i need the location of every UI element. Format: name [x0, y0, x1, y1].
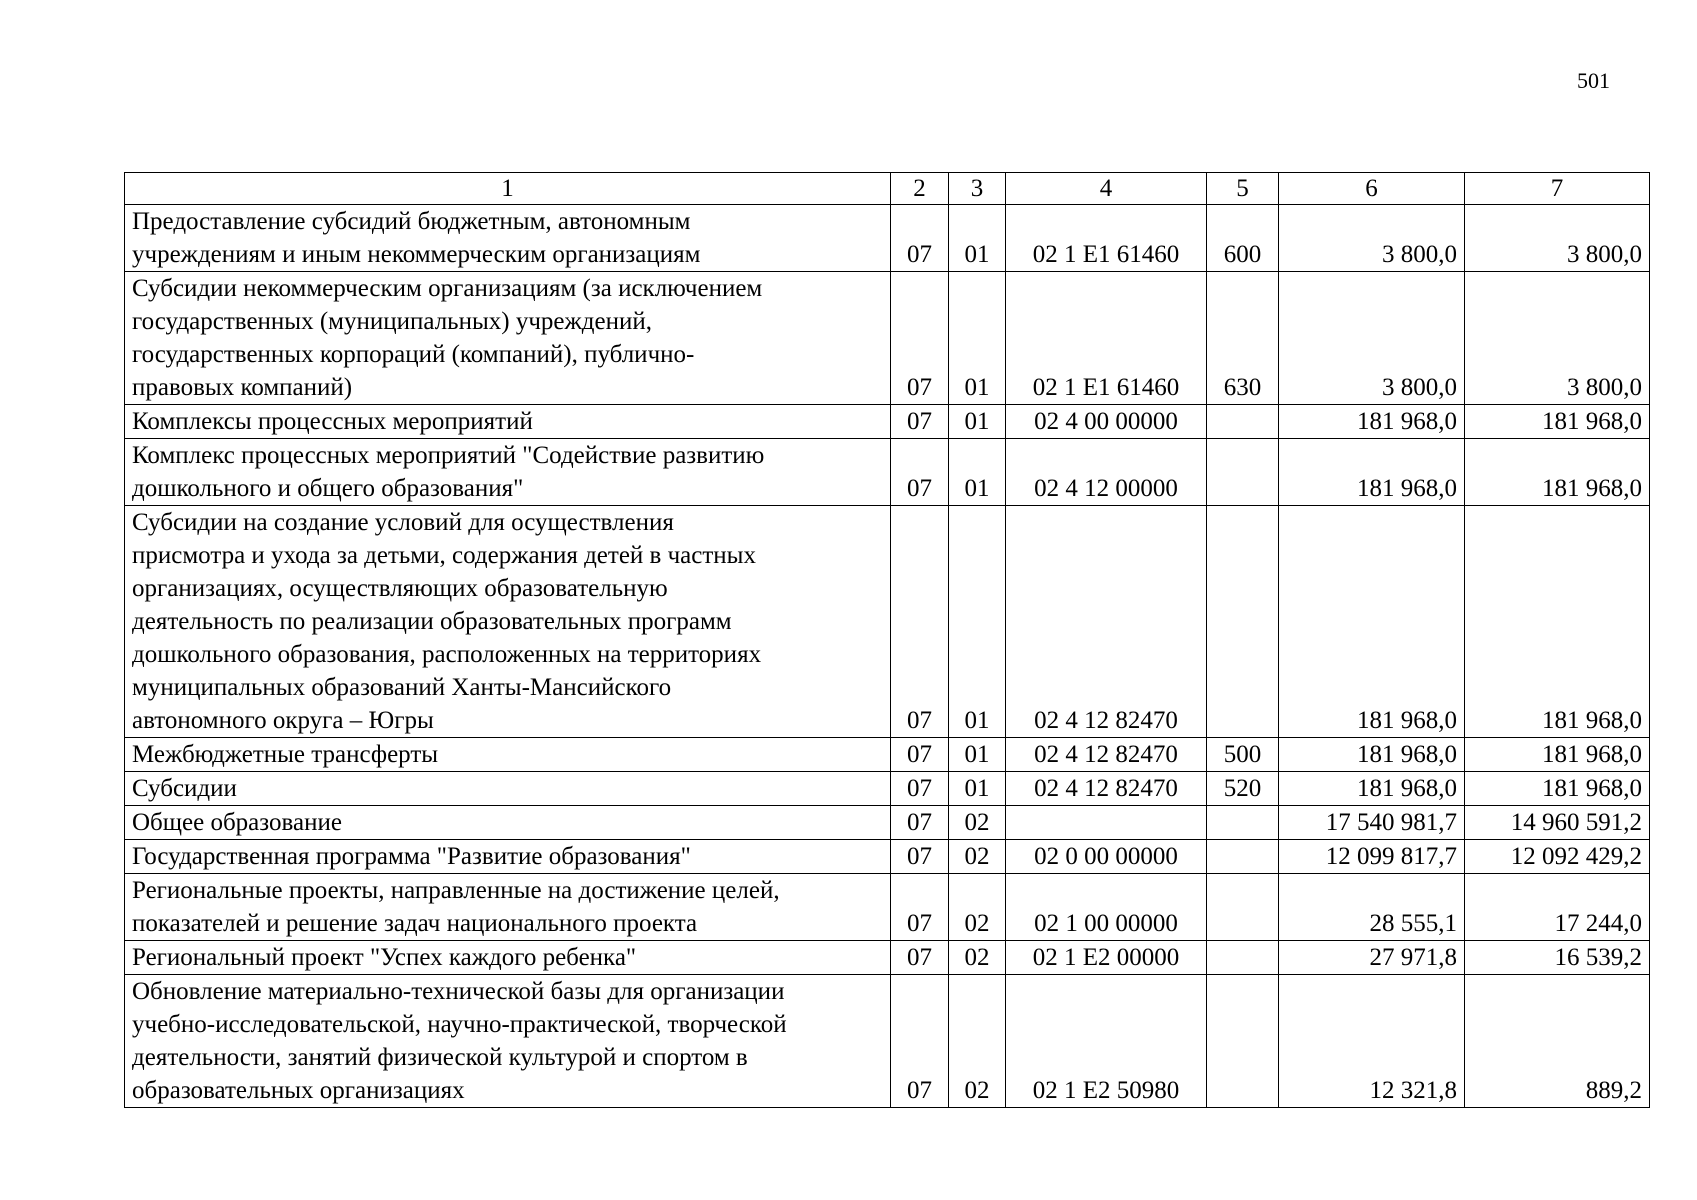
table-row: [125, 439, 1650, 506]
row-amount-1: 181 968,0: [1279, 738, 1465, 772]
row-subsection: 02: [949, 941, 1006, 975]
row-name: Субсидии: [125, 772, 891, 806]
row-section: 07: [891, 738, 949, 772]
row-name: Комплекс процессных мероприятий "Содействие развитию дошкольного и общего образования": [125, 439, 891, 506]
column-header: 1: [125, 173, 891, 205]
row-name: Субсидии некоммерческим организациям (за исключением государственных (муниципальных) учреждений, государственных корпораций (компаний), публично- правовых компаний): [125, 272, 891, 405]
row-amount-1: 181 968,0: [1279, 405, 1465, 439]
row-target-article: 02 1 E1 61460: [1006, 272, 1207, 405]
table-row: [125, 738, 1650, 772]
row-name: Комплексы процессных мероприятий: [125, 405, 891, 439]
column-header: 4: [1006, 173, 1207, 205]
table-row: [125, 205, 1650, 272]
row-amount-2: 12 092 429,2: [1465, 840, 1650, 874]
column-header: 7: [1465, 173, 1650, 205]
row-name: Предоставление субсидий бюджетным, автономным учреждениям и иным некоммерческим организациям: [125, 205, 891, 272]
row-expense-type: [1207, 506, 1279, 738]
row-section: 07: [891, 439, 949, 506]
row-target-article: 02 4 12 82470: [1006, 738, 1207, 772]
table-row: [125, 975, 1650, 1108]
row-amount-1: 181 968,0: [1279, 772, 1465, 806]
row-amount-1: 3 800,0: [1279, 205, 1465, 272]
row-amount-2: 181 968,0: [1465, 738, 1650, 772]
row-amount-1: 17 540 981,7: [1279, 806, 1465, 840]
row-expense-type: [1207, 975, 1279, 1108]
row-amount-1: 181 968,0: [1279, 506, 1465, 738]
row-amount-2: 181 968,0: [1465, 439, 1650, 506]
row-expense-type: [1207, 874, 1279, 941]
row-subsection: 02: [949, 840, 1006, 874]
row-subsection: 02: [949, 806, 1006, 840]
row-section: 07: [891, 272, 949, 405]
page-number: 501: [1577, 68, 1610, 93]
table-row: [125, 272, 1650, 405]
table-row: [125, 941, 1650, 975]
row-expense-type: 600: [1207, 205, 1279, 272]
row-subsection: 02: [949, 874, 1006, 941]
row-target-article: 02 4 12 82470: [1006, 506, 1207, 738]
row-amount-2: 3 800,0: [1465, 272, 1650, 405]
row-expense-type: 520: [1207, 772, 1279, 806]
row-amount-1: 12 321,8: [1279, 975, 1465, 1108]
row-name: Обновление материально-технической базы для организации учебно-исследовательской, научно-практической, творческой деятельности, занятий физической культурой и спортом в образовательных организациях: [125, 975, 891, 1108]
row-expense-type: 630: [1207, 272, 1279, 405]
row-amount-1: 181 968,0: [1279, 439, 1465, 506]
row-section: 07: [891, 506, 949, 738]
row-name: Региональный проект "Успех каждого ребенка": [125, 941, 891, 975]
row-target-article: 02 1 E2 00000: [1006, 941, 1207, 975]
row-target-article: 02 0 00 00000: [1006, 840, 1207, 874]
column-header: 3: [949, 173, 1006, 205]
table-row: [125, 806, 1650, 840]
column-header: 6: [1279, 173, 1465, 205]
row-subsection: 01: [949, 738, 1006, 772]
row-target-article: 02 4 00 00000: [1006, 405, 1207, 439]
row-section: 07: [891, 975, 949, 1108]
row-subsection: 01: [949, 772, 1006, 806]
row-section: 07: [891, 941, 949, 975]
row-amount-2: 181 968,0: [1465, 772, 1650, 806]
row-amount-2: 17 244,0: [1465, 874, 1650, 941]
row-subsection: 01: [949, 506, 1006, 738]
table-header-row: [125, 173, 1650, 205]
row-section: 07: [891, 205, 949, 272]
table-row: [125, 874, 1650, 941]
row-amount-2: 16 539,2: [1465, 941, 1650, 975]
row-amount-2: 181 968,0: [1465, 506, 1650, 738]
row-subsection: 02: [949, 975, 1006, 1108]
table-row: [125, 772, 1650, 806]
row-subsection: 01: [949, 405, 1006, 439]
row-expense-type: 500: [1207, 738, 1279, 772]
row-section: 07: [891, 874, 949, 941]
budget-table: [124, 172, 1650, 1108]
column-header: 2: [891, 173, 949, 205]
row-target-article: [1006, 806, 1207, 840]
row-name: Межбюджетные трансферты: [125, 738, 891, 772]
row-amount-1: 28 555,1: [1279, 874, 1465, 941]
row-subsection: 01: [949, 205, 1006, 272]
row-amount-2: 181 968,0: [1465, 405, 1650, 439]
row-target-article: 02 4 12 82470: [1006, 772, 1207, 806]
row-name: Региональные проекты, направленные на достижение целей, показателей и решение задач национального проекта: [125, 874, 891, 941]
row-amount-1: 27 971,8: [1279, 941, 1465, 975]
row-name: Государственная программа "Развитие образования": [125, 840, 891, 874]
row-target-article: 02 1 E1 61460: [1006, 205, 1207, 272]
row-target-article: 02 4 12 00000: [1006, 439, 1207, 506]
row-amount-1: 3 800,0: [1279, 272, 1465, 405]
row-amount-2: 3 800,0: [1465, 205, 1650, 272]
row-target-article: 02 1 00 00000: [1006, 874, 1207, 941]
row-target-article: 02 1 E2 50980: [1006, 975, 1207, 1108]
table-row: [125, 405, 1650, 439]
row-expense-type: [1207, 405, 1279, 439]
table-row: [125, 506, 1650, 738]
table-row: [125, 840, 1650, 874]
row-subsection: 01: [949, 272, 1006, 405]
row-expense-type: [1207, 439, 1279, 506]
column-header: 5: [1207, 173, 1279, 205]
row-expense-type: [1207, 941, 1279, 975]
row-subsection: 01: [949, 439, 1006, 506]
row-section: 07: [891, 405, 949, 439]
row-expense-type: [1207, 840, 1279, 874]
row-name: Общее образование: [125, 806, 891, 840]
row-section: 07: [891, 806, 949, 840]
row-section: 07: [891, 840, 949, 874]
row-name: Субсидии на создание условий для осуществления присмотра и ухода за детьми, содержания детей в частных организациях, осуществляющих образовательную деятельность по реализации образовательных программ дошкольного образования, расположенных на территориях муниципальных образований Ханты-Мансийского автономного округа – Югры: [125, 506, 891, 738]
row-amount-1: 12 099 817,7: [1279, 840, 1465, 874]
row-amount-2: 889,2: [1465, 975, 1650, 1108]
row-expense-type: [1207, 806, 1279, 840]
row-section: 07: [891, 772, 949, 806]
row-amount-2: 14 960 591,2: [1465, 806, 1650, 840]
